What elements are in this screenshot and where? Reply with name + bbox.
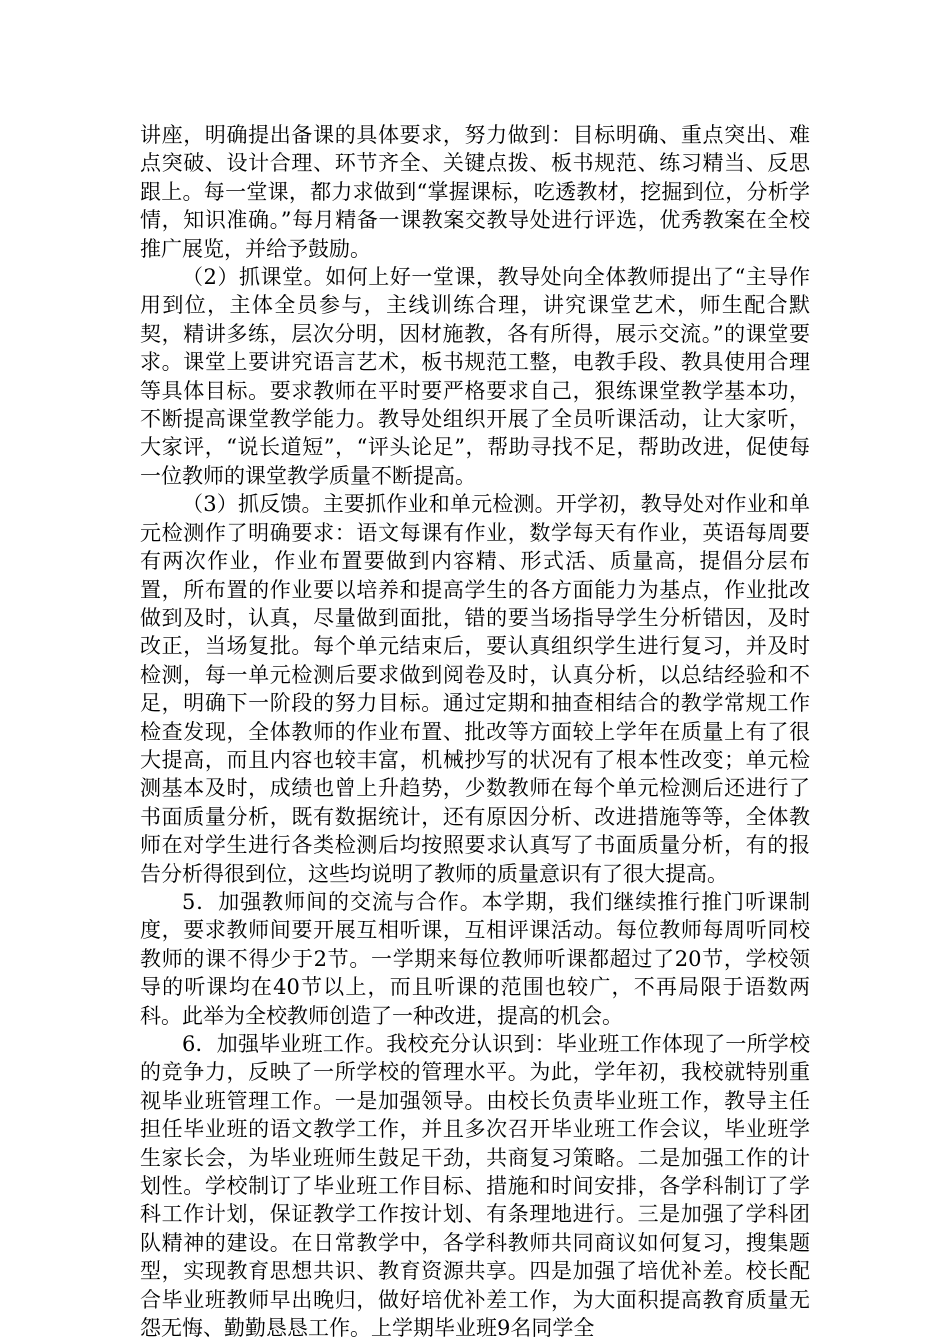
paragraph-lesson-prep: 讲座，明确提出备课的具体要求，努力做到：目标明确、重点突出、难点突破、设计合理、环节齐全、关键点拨、板书规范、练习精当、反思跟上。每一堂课，都力求做到“掌握课标，吃透教材，挖掘到位，分析学情，知识准确。”每月精备一课教案交教导处进行评选，优秀教案在全校推广展览，并给予鼓励。 bbox=[140, 123, 810, 261]
document-page bbox=[140, 121, 810, 1342]
paragraph-feedback: （3）抓反馈。主要抓作业和单元检测。开学初，教导处对作业和单元检测作了明确要求：语文每课有作业，数学每天有作业，英语每周要有两次作业，作业布置要做到内容精、形式活、质量高，提倡分层布置，所布置的作业要以培养和提高学生的各方面能力为基点，作业批改做到及时，认真，尽量做到面批，错的要当场指导学生分析错因，及时改正，当场复批。每个单元结束后，要认真组织学生进行复习，并及时检测，每一单元检测后要求做到阅卷及时，认真分析，以总结经验和不足，明确下一阶段的努力目标。通过定期和抽查相结合的教学常规工作检查发现，全体教师的作业布置、批改等方面较上学年在质量上有了很大提高，而且内容也较丰富，机械抄写的状况有了根本性改变；单元检测基本及时，成绩也曾上升趋势，少数教师在每个单元检测后还进行了书面质量分析，既有数据统计，还有原因分析、改进措施等等，全体教师在对学生进行各类检测后均按照要求认真写了书面质量分析，有的报告分析得很到位，这些均说明了教师的质量意识有了很大提高。 bbox=[140, 492, 810, 886]
paragraph-graduating-class: 6．加强毕业班工作。我校充分认识到：毕业班工作体现了一所学校的竞争力，反映了一所学校的管理水平。为此，学年初，我校就特别重视毕业班管理工作。一是加强领导。由校长负责毕业班工作，教导主任担任毕业班的语文教学工作，并且多次召开毕业班工作会议，毕业班学生家长会，为毕业班师生鼓足干劲，共商复习策略。二是加强工作的计划性。学校制订了毕业班工作目标、措施和时间安排，各学科制订了学科工作计划，保证教学工作按计划、有条理地进行。三是加强了学科团队精神的建设。在日常教学中，各学科教师共同商议如何复习，搜集题型，实现教育思想共识、教育资源共享。四是加强了培优补差。校长配合毕业班教师早出晚归，做好培优补差工作，为大面积提高教育质量无怨无悔、勤勤恳恳工作。上学期毕业班9名同学全 bbox=[140, 1032, 810, 1341]
paragraph-teacher-exchange: 5．加强教师间的交流与合作。本学期，我们继续推行推门听课制度，要求教师间要开展互相听课，互相评课活动。每位教师每周听同校教师的课不得少于2节。一学期来每位教师听课都超过了20节，学校领导的听课均在40节以上，而且听课的范围也较广，不再局限于语数两科。此举为全校教师创造了一种改进，提高的机会。 bbox=[140, 889, 810, 1028]
paragraph-classroom: （2）抓课堂。如何上好一堂课，教导处向全体教师提出了“主导作用到位，主体全员参与，主线训练合理，讲究课堂艺术，师生配合默契，精讲多练，层次分明，因材施教，各有所得，展示交流。”的课堂要求。课堂上要讲究语言艺术，板书规范工整，电教手段、教具使用合理等具体目标。要求教师在平时要严格要求自己，狠练课堂教学基本功，不断提高课堂教学能力。教导处组织开展了全员听课活动，让大家听，大家评，“说长道短”，“评头论足”，帮助寻找不足，帮助改进，促使每一位教师的课堂教学质量不断提高。 bbox=[140, 265, 810, 488]
